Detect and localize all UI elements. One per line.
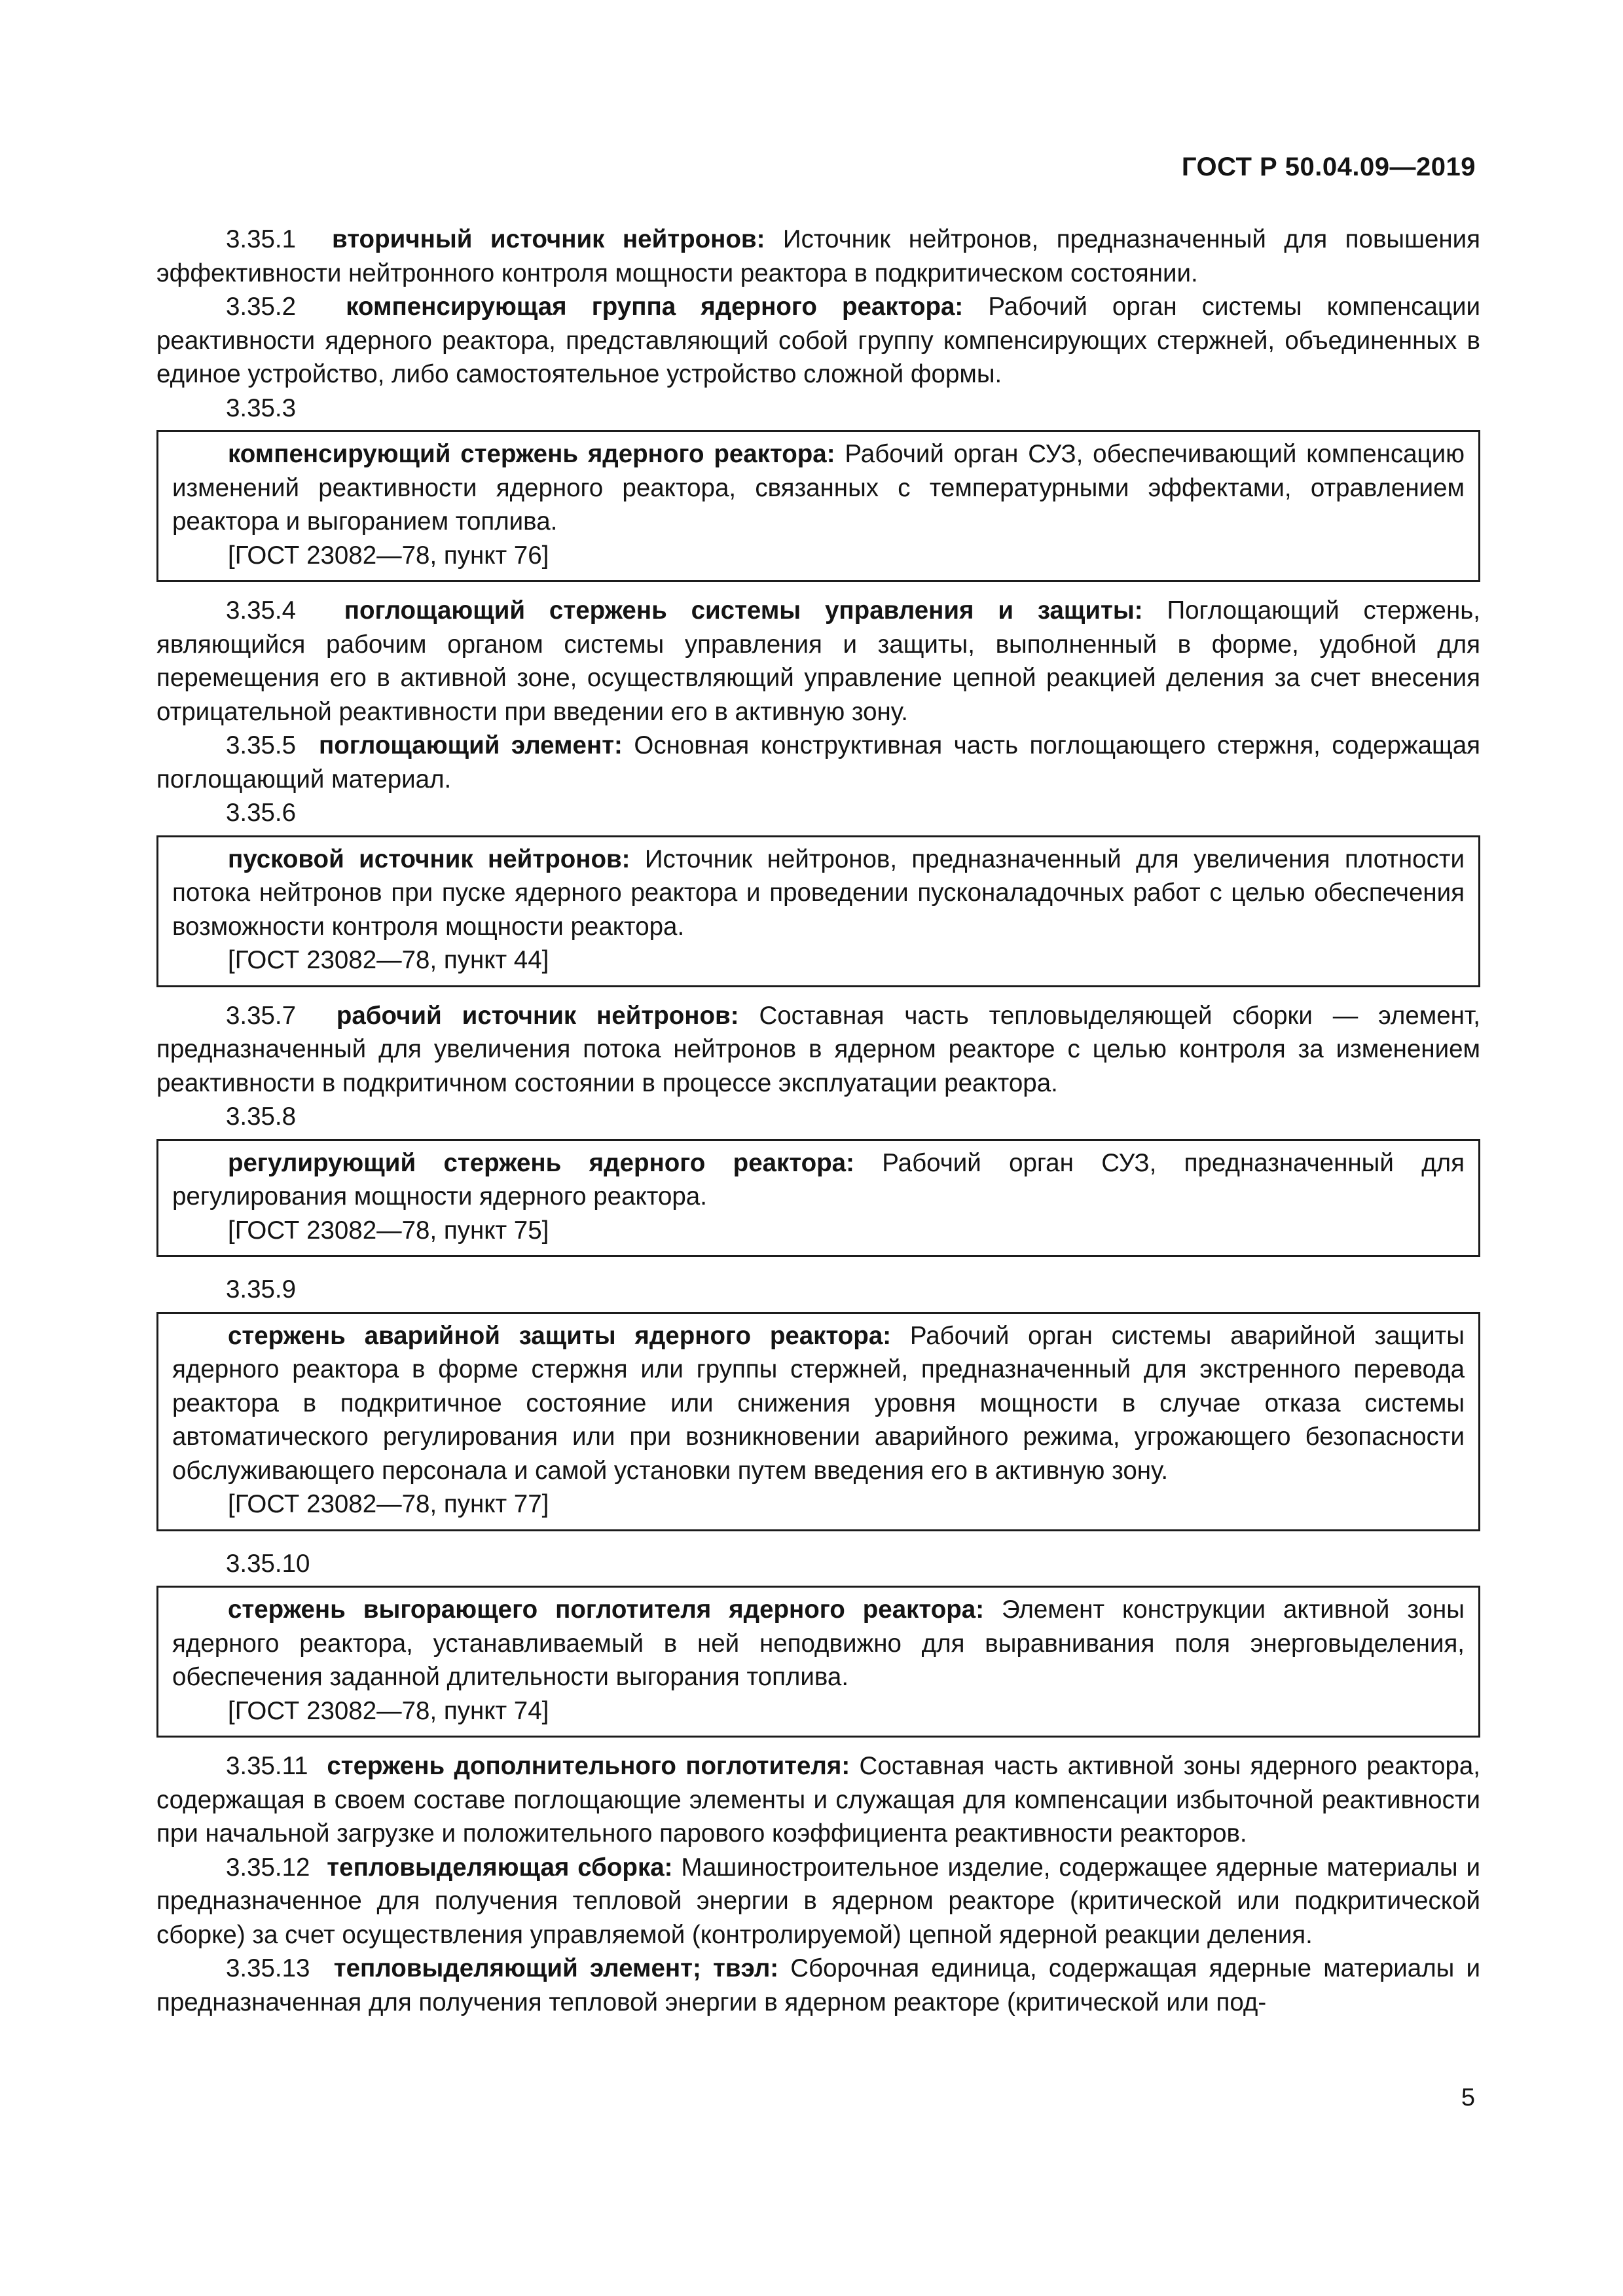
term-number: 3.35.8	[226, 1102, 297, 1131]
term-source: [ГОСТ 23082—78, пункт 74]	[228, 1696, 549, 1725]
term-definition: Составная часть активной зоны ядерного реактора, содержащая в своем составе поглощающие элементы и служащая для компенсации избыточной реактивности при начальной загрузке и положительного парового коэффициента реактивности реакторов.	[156, 1752, 1480, 1848]
term-definition: Рабочий орган СУЗ, обеспечивающий компенсацию изменений реактивности ядерного реактора, связанных с температурными эффектами, отравлением реактора и выгоранием топлива.	[172, 440, 1465, 536]
term-number: 3.35.7	[226, 1001, 297, 1030]
term-title: тепловыделяющая сборка:	[327, 1853, 673, 1882]
quoted-term-box	[156, 1312, 1480, 1531]
term-number: 3.35.4	[226, 596, 297, 625]
term-title: тепловыделяющий элемент; твэл:	[333, 1954, 779, 1982]
term-title: регулирующий стержень ядерного реактора:	[228, 1148, 854, 1177]
term-title: стержень выгорающего поглотителя ядерного реактора:	[228, 1595, 985, 1624]
term-entry	[172, 1593, 1465, 1694]
term-entry	[156, 223, 1480, 290]
term-entry	[156, 729, 1480, 796]
term-number: 3.35.13	[226, 1954, 310, 1982]
term-definition: Рабочий орган системы аварийной защиты ядерного реактора в форме стержня или группы стержней, предназначенный для экстренного перевода реактора в подкритичное состояние или снижения уровня мощности в случае отказа системы автоматического регулирования или при возникновении аварийного режима, угрожающего безопасности обслуживающего персонала и самой установки путем введения его в активную зону.	[172, 1321, 1465, 1485]
term-entry	[156, 1952, 1480, 2019]
term-title: вторичный источник нейтронов:	[332, 225, 765, 253]
term-source: [ГОСТ 23082—78, пункт 77]	[228, 1490, 549, 1518]
term-definition: Источник нейтронов, предназначенный для увеличения плотности потока нейтронов при пуске ядерного реактора и проведении пусконаладочных работ с целью обеспечения возможности контроля мощности реактора.	[172, 845, 1465, 941]
term-title: поглощающий элемент:	[319, 731, 623, 759]
term-definition: Сборочная единица, содержащая ядерные материалы и предназначенная для получения тепловой энергии в ядерном реакторе (критической или под-	[156, 1954, 1480, 2016]
page-number: 5	[1461, 2084, 1475, 2111]
term-definition: Источник нейтронов, предназначенный для повышения эффективности нейтронного контроля мощности реактора в подкритическом состоянии.	[156, 225, 1480, 287]
term-definition: Элемент конструкции активной зоны ядерного реактора, устанавливаемый в ней неподвижно для выравнивания поля энерговыделения, обеспечения заданной длительности выгорания топлива.	[172, 1595, 1465, 1691]
term-definition: Машиностроительное изделие, содержащее ядерные материалы и предназначенное для получения тепловой энергии в ядерном реакторе (критической или подкритической сборке) за счет осуществления управляемой (контролируемой) цепной ядерной реакции деления.	[156, 1853, 1480, 1949]
term-source: [ГОСТ 23082—78, пункт 76]	[228, 541, 549, 570]
term-number: 3.35.3	[226, 393, 297, 422]
term-entry	[156, 999, 1480, 1101]
term-title: стержень дополнительного поглотителя:	[327, 1752, 850, 1780]
term-title: компенсирующий стержень ядерного реактора:	[228, 440, 835, 468]
term-title: пусковой источник нейтронов:	[228, 845, 630, 873]
term-entry	[156, 1749, 1480, 1851]
quoted-term-box	[156, 430, 1480, 582]
term-number: 3.35.11	[226, 1752, 308, 1780]
term-number: 3.35.2	[226, 293, 297, 321]
term-definition: Рабочий орган системы компенсации реактивности ядерного реактора, представляющий собой группу компенсирующих стержней, объединенных в единое устройство, либо самостоятельное устройство сложной формы.	[156, 293, 1480, 388]
term-number: 3.35.6	[226, 799, 297, 827]
term-entry	[156, 1851, 1480, 1952]
quoted-term-box	[156, 1139, 1480, 1258]
terms-list	[156, 223, 1480, 2019]
quoted-term-box	[156, 835, 1480, 987]
term-entry	[156, 594, 1480, 729]
term-number: 3.35.1	[226, 225, 297, 253]
term-source: [ГОСТ 23082—78, пункт 75]	[228, 1216, 549, 1245]
term-definition: Основная конструктивная часть поглощающего стержня, содержащая поглощающий материал.	[156, 731, 1480, 793]
term-number: 3.35.5	[226, 731, 297, 759]
term-number: 3.35.10	[226, 1549, 310, 1578]
term-entry	[172, 1146, 1465, 1214]
term-number: 3.35.12	[226, 1853, 310, 1882]
term-definition: Поглощающий стержень, являющийся рабочим органом системы управления и защиты, выполненный в форме, удобной для перемещения его в активной зоне, осуществляющий управление цепной реакцией деления за счет внесения отрицательной реактивности при введении его в активную зону.	[156, 596, 1480, 726]
term-entry	[156, 290, 1480, 392]
term-definition: Рабочий орган СУЗ, предназначенный для регулирования мощности ядерного реактора.	[172, 1148, 1465, 1211]
document-code: ГОСТ Р 50.04.09—2019	[1181, 153, 1476, 181]
term-title: поглощающий стержень системы управления и защиты:	[344, 596, 1143, 625]
term-entry	[172, 1319, 1465, 1488]
term-title: рабочий источник нейтронов:	[336, 1001, 739, 1030]
term-number: 3.35.9	[226, 1275, 297, 1303]
term-entry	[172, 437, 1465, 539]
term-title: стержень аварийной защиты ядерного реактора:	[228, 1321, 892, 1350]
term-definition: Составная часть тепловыделяющей сборки — элемент, предназначенный для увеличения потока нейтронов в ядерном реакторе с целью контроля за изменением реактивности в подкритичном состоянии в процессе эксплуатации реактора.	[156, 1001, 1480, 1097]
term-title: компенсирующая группа ядерного реактора:	[346, 293, 964, 321]
term-source: [ГОСТ 23082—78, пункт 44]	[228, 946, 549, 974]
term-entry	[172, 843, 1465, 944]
quoted-term-box	[156, 1586, 1480, 1738]
